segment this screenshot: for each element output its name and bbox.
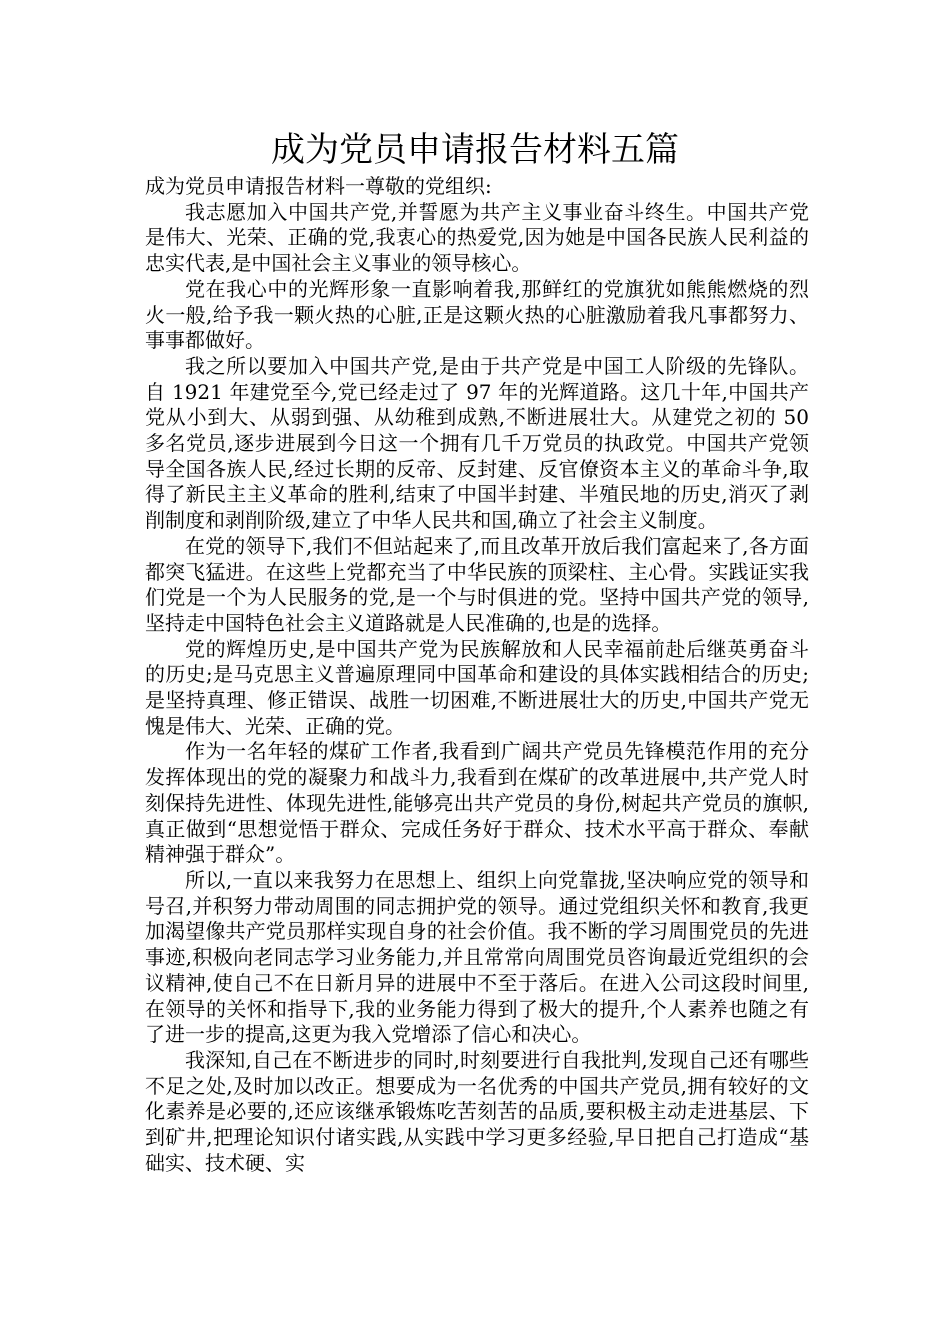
paragraph: 我之所以要加入中国共产党,是由于共产党是中国工人阶级的先锋队。自 1921 年建党至今,党已经走过了 97 年的光辉道路。这几十年,中国共产党从小到大、从弱到强、从幼稚到成熟,不断进展壮大。从建党之初的 50 多名党员,逐步进展到今日这一个拥有几千万党员的执政党。中国共产党领导全国各族人民,经过长期的反帝、反封建、反官僚资本主义的革命斗争,取得了新民主主义革命的胜利,结束了中国半封建、半殖民地的历史,消灭了剥削制度和剥削阶级,建立了中华人民共和国,确立了社会主义制度。 [145,353,809,533]
paragraph: 党的辉煌历史,是中国共产党为民族解放和人民幸福前赴后继英勇奋斗的历史;是马克思主义普遍原理同中国革命和建设的具体实践相结合的历史;是坚持真理、修正错误、战胜一切困难,不断进展壮大的历史,中国共产党无愧是伟大、光荣、正确的党。 [145,636,809,738]
document-title: 成为党员申请报告材料五篇 [271,130,679,170]
paragraph-opening: 成为党员申请报告材料一尊敬的党组织: [145,174,492,198]
paragraph: 党在我心中的光辉形象一直影响着我,那鲜红的党旗犹如熊熊燃烧的烈火一般,给予我一颗火热的心脏,正是这颗火热的心脏激励着我凡事都努力、事事都做好。 [145,276,809,353]
paragraph: 在党的领导下,我们不但站起来了,而且改革开放后我们富起来了,各方面都突飞猛进。在这些上党都充当了中华民族的顶梁柱、主心骨。实践证实我们党是一个为人民服务的党,是一个与时俱进的党。坚持中国共产党的领导,坚持走中国特色社会主义道路就是人民准确的,也是的选择。 [145,533,809,635]
paragraph: 我深知,自己在不断进步的同时,时刻要进行自我批判,发现自己还有哪些不足之处,及时加以改正。想要成为一名优秀的中国共产党员,拥有较好的文化素养是必要的,还应该继承锻炼吃苦刻苦的品质,要积极主动走进基层、下到矿井,把理论知识付诸实践,从实践中学习更多经验,早日把自己打造成“基础实、技术硬、实 [145,1047,809,1175]
paragraph: 作为一名年轻的煤矿工作者,我看到广阔共产党员先锋模范作用的充分发挥体现出的党的凝聚力和战斗力,我看到在煤矿的改革进展中,共产党人时刻保持先进性、体现先进性,能够亮出共产党员的身份,树起共产党员的旗帜,真正做到“思想觉悟于群众、完成任务好于群众、技术水平高于群众、奉献精神强于群众”。 [145,739,809,867]
paragraph: 我志愿加入中国共产党,并誓愿为共产主义事业奋斗终生。中国共产党是伟大、光荣、正确的党,我衷心的热爱党,因为她是中国各民族人民利益的忠实代表,是中国社会主义事业的领导核心。 [145,199,809,276]
paragraph: 所以,一直以来我努力在思想上、组织上向党靠拢,坚决响应党的领导和号召,并积努力带动周围的同志拥护党的领导。通过党组织关怀和教育,我更加渴望像共产党员那样实现自身的社会价值。我不断的学习周围党员的先进事迹,积极向老同志学习业务能力,并且常常向周围党员咨询最近党组织的会议精神,使自己不在日新月异的进展中不至于落后。在进入公司这段时间里,在领导的关怀和指导下,我的业务能力得到了极大的提升,个人素养也随之有了进一步的提高,这更为我入党增添了信心和决心。 [145,867,809,1047]
document-body [145,174,809,1176]
